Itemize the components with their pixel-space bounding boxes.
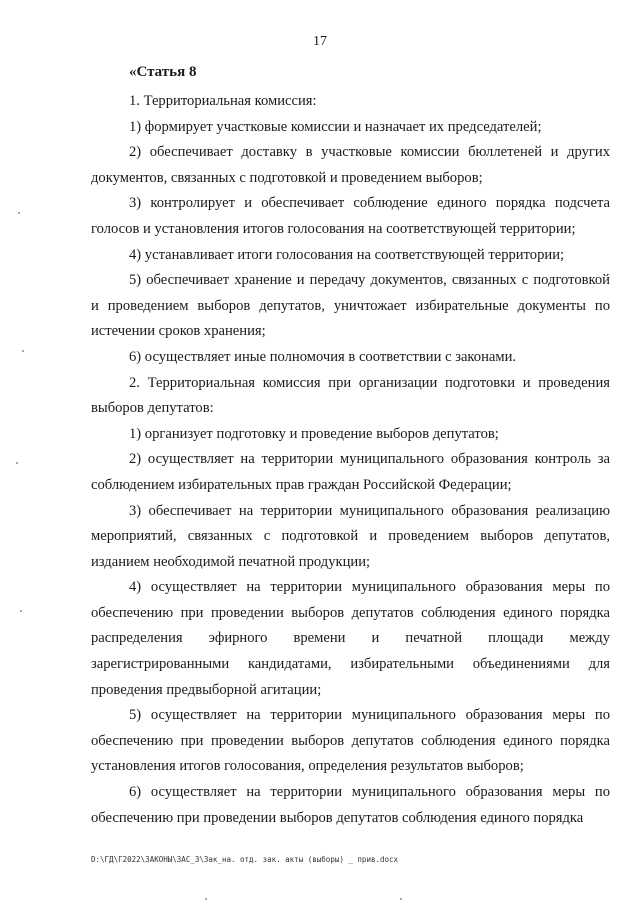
scan-artifact (20, 610, 22, 612)
paragraph: 1. Территориальная комиссия: (129, 93, 317, 109)
paragraph: 1) формирует участковые комиссии и назначает их председателей; (129, 118, 542, 135)
scan-artifact (18, 212, 20, 214)
scan-artifact (205, 898, 207, 900)
footer-file-path: D:\ГД\Г2022\ЗАКОНЫ\ЗАС_3\Зак_на. отд. зак. акты (выборы) _ прив.docx (91, 855, 399, 864)
paragraph: 5) осуществляет на территории муниципального образования меры по обеспечению при проведении выборов депутатов соблюдения единого порядка установления итогов голосования, определения результатов выборов; (91, 707, 610, 775)
paragraph: 2. Территориальная комиссия при организации подготовки и проведения выборов депутатов: (91, 374, 610, 417)
paragraph: 2) обеспечивает доставку в участковые комиссии бюллетеней и других документов, связанных с подготовкой и проведением выборов; (91, 144, 610, 186)
paragraph: 3) контролирует и обеспечивает соблюдение единого порядка подсчета голосов и установления итогов голосования на соответствующей территории; (91, 195, 610, 237)
paragraph: 4) осуществляет на территории муниципального образования меры по обеспечению при проведении выборов депутатов соблюдения единого порядка распределения эфирного времени и печатной площади между зарегистрированными кандидатами, избирательными объединениями для проведения предвыборной агитации; (91, 579, 610, 698)
paragraph: 1) организует подготовку и проведение выборов депутатов; (129, 425, 499, 442)
scan-artifact (400, 898, 402, 900)
paragraph: 6) осуществляет на территории муниципального образования меры по обеспечению при проведении выборов депутатов соблюдения единого порядка (91, 784, 610, 826)
paragraph: 6) осуществляет иные полномочия в соответствии с законами. (129, 348, 517, 365)
paragraph: 2) осуществляет на территории муниципального образования контроль за соблюдением избирательных прав граждан Российской Федерации; (91, 451, 610, 493)
paragraph: 5) обеспечивает хранение и передачу документов, связанных с подготовкой и проведением выборов депутатов, уничтожает избирательные документы по истечении сроков хранения; (91, 272, 610, 340)
scan-artifact (16, 462, 18, 464)
document-body (91, 89, 610, 831)
paragraph: 3) обеспечивает на территории муниципального образования реализацию мероприятий, связанных с подготовкой и проведением выборов депутатов, изданием необходимой печатной продукции; (91, 502, 610, 570)
paragraph: 4) устанавливает итоги голосования на соответствующей территории; (129, 246, 565, 263)
scan-artifact (22, 350, 24, 352)
page-number: 17 (313, 34, 327, 49)
article-title: «Статья 8 (129, 64, 197, 80)
